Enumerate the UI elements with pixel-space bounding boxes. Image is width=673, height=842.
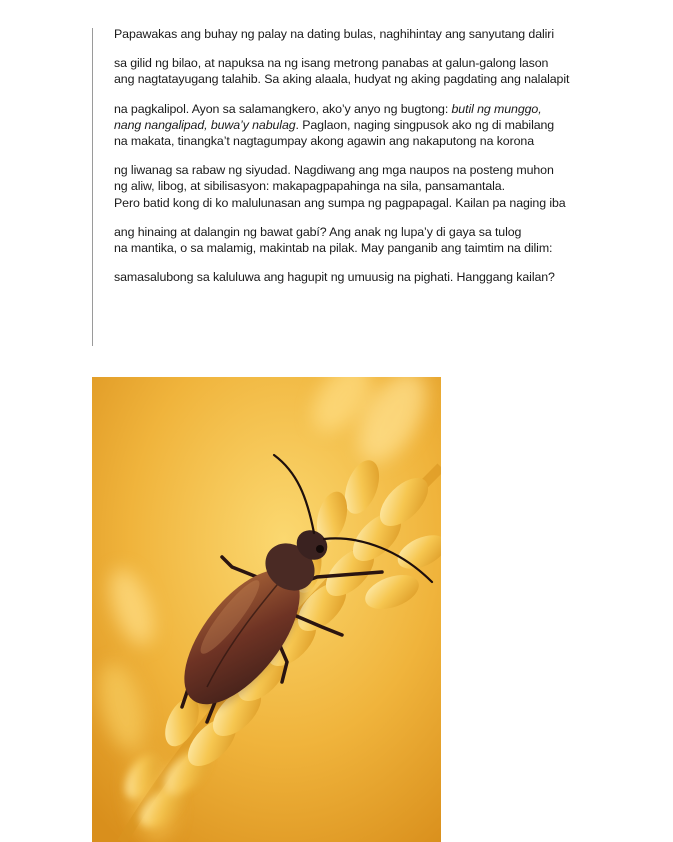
poem-line: Papawakas ang buhay ng palay na dating bulas, naghihintay ang sanyutang daliri xyxy=(114,27,554,41)
stanza-5 xyxy=(114,224,654,256)
poem-line-italic: butil ng munggo, xyxy=(451,101,542,116)
stanza-2 xyxy=(114,55,654,87)
beetle-photo xyxy=(92,377,441,842)
poem-line-segment: . Paglaon, naging singpusok ako ng di mabilang xyxy=(295,117,555,132)
poem-line: na makata, tinangka’t nagtagumpay akong agawin ang nakaputong na korona xyxy=(114,134,535,149)
poem-line-italic: nang nangalipad, buwa’y nabulag xyxy=(114,117,296,132)
poem-line-segment: na pagkalipol. Ayon sa salamangkero, ako’y anyo ng bugtong: xyxy=(114,101,452,116)
poem-line: sa gilid ng bilao, at napuksa na ng isang metrong panabas at galun-galong lason xyxy=(114,56,549,71)
stanza-1 xyxy=(114,26,654,42)
poem-line: samasalubong sa kaluluwa ang hagupit ng umuusig na pighati. Hanggang kailan? xyxy=(114,270,555,285)
stanza-4 xyxy=(114,162,654,211)
poem-line: Pero batid kong di ko malulunasan ang sumpa ng pagpapagal. Kailan pa naging iba xyxy=(114,195,566,210)
poem-text xyxy=(114,26,654,298)
poem-line xyxy=(114,101,654,117)
margin-rule xyxy=(92,28,93,346)
poem-line: ng liwanag sa rabaw ng siyudad. Nagdiwang ang mga naupos na posteng muhon xyxy=(114,163,554,178)
poem-line: na mantika, o sa malamig, makintab na pilak. May panganib ang taimtim na dilim: xyxy=(114,241,553,256)
poem-line xyxy=(114,117,654,133)
poem-line: ang hinaing at dalangin ng bawat gabí? Ang anak ng lupa’y di gaya sa tulog xyxy=(114,224,522,239)
poem-line: ng aliw, libog, at sibilisasyon: makapagpapahinga na sila, pansamantala. xyxy=(114,179,505,194)
stanza-6 xyxy=(114,269,654,285)
stanza-3 xyxy=(114,101,654,150)
poem-line: ang nagtatayugang talahib. Sa aking alaala, hudyat ng aking pagdating ang nalalapit xyxy=(114,72,570,87)
